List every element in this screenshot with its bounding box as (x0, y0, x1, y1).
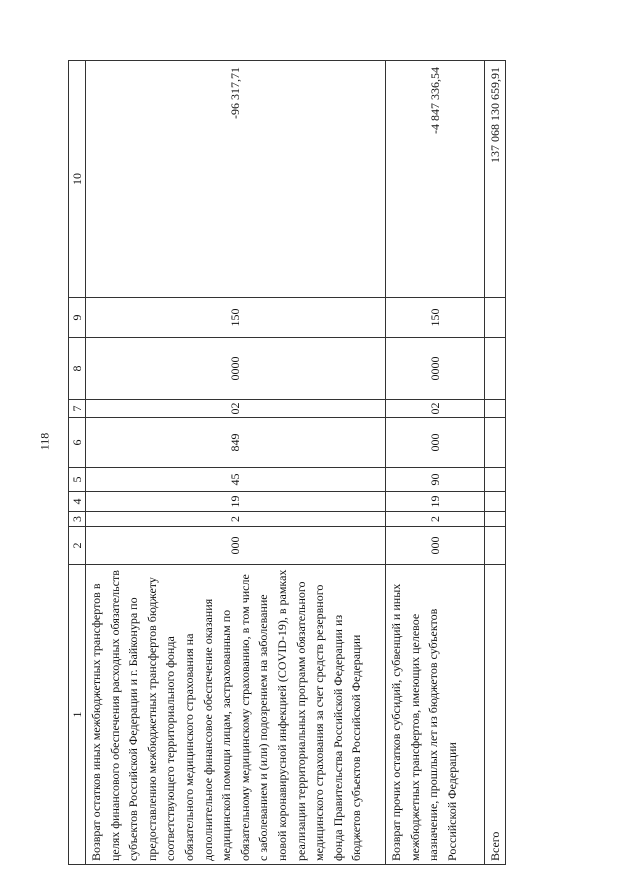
row-code-8: 0000 (86, 338, 386, 400)
total-row (485, 61, 506, 865)
header-col-4: 4 (69, 492, 86, 512)
header-col-1: 1 (69, 565, 86, 865)
row-code-2: 000 (386, 527, 485, 565)
row-code-5: 45 (86, 468, 386, 492)
row-description: Возврат прочих остатков субсидий, субвенций и иных межбюджетных трансфертов, имеющих целевое назначение, прошлых лет из бюджетов субъектов Российской Федерации (386, 565, 485, 865)
row-code-2: 000 (86, 527, 386, 565)
row-code-7: 02 (386, 400, 485, 418)
row-code-3: 2 (386, 512, 485, 527)
total-amount: 137 068 130 659,91 (485, 61, 506, 298)
header-row (69, 61, 86, 865)
total-empty-cell (485, 468, 506, 492)
header-col-6: 6 (69, 418, 86, 468)
row-code-9: 150 (86, 298, 386, 338)
table-row (86, 61, 386, 865)
header-col-9: 9 (69, 298, 86, 338)
total-empty-cell (485, 512, 506, 527)
row-code-9: 150 (386, 298, 485, 338)
header-col-10: 10 (69, 61, 86, 298)
row-code-6: 849 (86, 418, 386, 468)
row-description: Возврат остатков иных межбюджетных трансфертов в целях финансового обеспечения расходных обязательств субъектов Российской Федерации и г. Байконура по предоставлению межбюджетных трансфертов бюджету соответствующего территориального фонда обязательного медицинского страхования на дополнительное финансовое обеспечение оказания медицинской помощи лицам, застрахованным по обязательному медицинскому страхованию, в том числе с заболеванием и (или) подозрением на заболевание новой коронавирусной инфекцией (COVID-19), в рамках реализации территориальных программ обязательного медицинского страхования за счет средств резервного фонда Правительства Российской Федерации из бюджетов субъектов Российской Федерации (86, 565, 386, 865)
row-amount: -96 317,71 (86, 61, 386, 298)
rotated-table-container (68, 61, 506, 865)
total-empty-cell (485, 418, 506, 468)
budget-table (68, 60, 506, 865)
header-col-7: 7 (69, 400, 86, 418)
row-code-4: 19 (386, 492, 485, 512)
row-code-5: 90 (386, 468, 485, 492)
total-empty-cell (485, 298, 506, 338)
row-amount: -4 847 336,54 (386, 61, 485, 298)
header-col-8: 8 (69, 338, 86, 400)
row-code-4: 19 (86, 492, 386, 512)
row-code-3: 2 (86, 512, 386, 527)
row-code-6: 000 (386, 418, 485, 468)
row-code-8: 0000 (386, 338, 485, 400)
total-empty-cell (485, 338, 506, 400)
table-row (386, 61, 485, 865)
total-empty-cell (485, 492, 506, 512)
total-label: Всего (485, 565, 506, 865)
header-col-3: 3 (69, 512, 86, 527)
row-code-7: 02 (86, 400, 386, 418)
total-empty-cell (485, 400, 506, 418)
header-col-5: 5 (69, 468, 86, 492)
header-col-2: 2 (69, 527, 86, 565)
total-empty-cell (485, 527, 506, 565)
page-number: 118 (37, 432, 52, 451)
